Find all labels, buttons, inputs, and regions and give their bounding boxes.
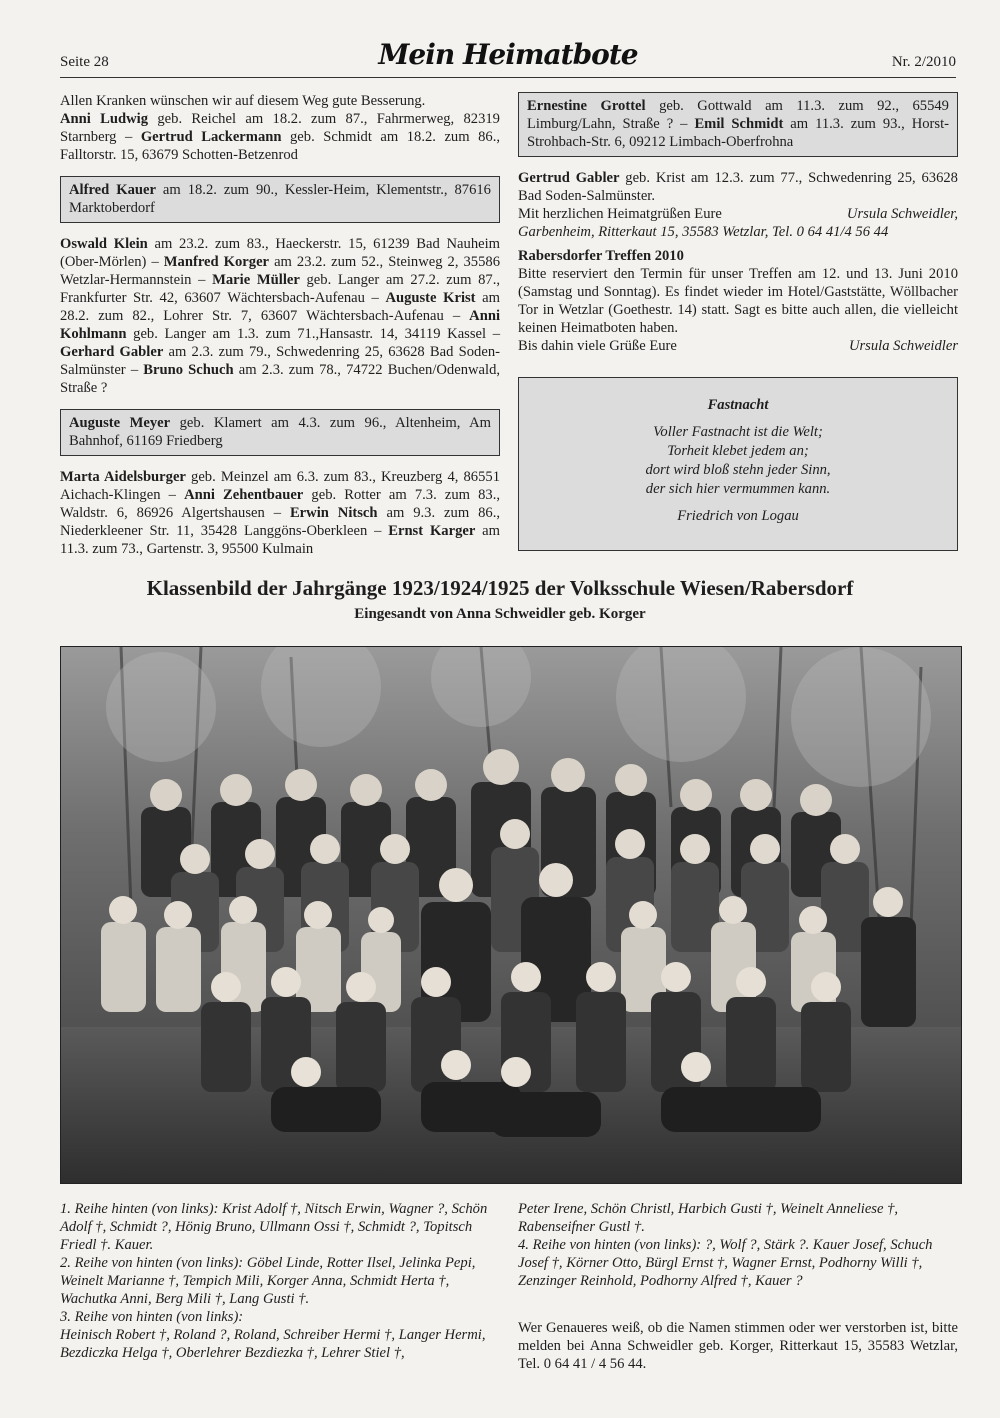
birthday-paragraph: Gertrud Gabler geb. Krist am 12.3. zum 77., Schwedenring 25, 63628 Bad Soden-Salmünster. xyxy=(518,170,958,204)
closing xyxy=(518,337,958,355)
page-number: Seite 28 xyxy=(60,54,109,70)
photo-title: Klassenbild der Jahrgänge 1923/1924/1925 der Volksschule Wiesen/Rabersdorf xyxy=(146,576,854,600)
person-name: Gertrud Lackermann xyxy=(140,129,282,145)
greeting-address: Garbenheim, Ritterkaut 15, 35583 Wetzlar, Tel. 0 64 41/4 56 44 xyxy=(518,224,889,240)
issue-number: Nr. 2/2010 xyxy=(891,54,956,70)
poem-box xyxy=(518,377,958,551)
person-name: Bruno Schuch xyxy=(143,362,234,378)
closing-text: Bis dahin viele Grüße Eure xyxy=(518,338,677,354)
person-name: Anni Ludwig xyxy=(60,111,149,127)
person-name: Manfred Korger xyxy=(163,254,270,270)
person-name: Oswald Klein xyxy=(60,236,148,252)
birthday-box xyxy=(518,92,958,157)
poem-line: dort wird bloß stehn jeder Sinn, xyxy=(645,462,831,478)
person-name: Anni Zehentbauer xyxy=(184,487,304,503)
birthday-paragraph: Marta Aidelsburger geb. Meinzel am 6.3. zum 83., Kreuzberg 4, 86551 Aichach-Klingen – Anni Zehentbauer geb. Rotter am 7.3. zum 83., Waldstr. 6, 86926 Algertshausen – Erwin Nitsch am 9.3. zum 86., Niederkleener Str. 11, 35428 Langgöns-Oberkleen – Ernst Karger am 11.3. zum 73., Gartenstr. 3, 95500 Kulmain xyxy=(60,469,501,557)
caption-row: Peter Irene, Schön Christl, Harbich Gusti †, Weinelt Anneliese †, Rabenseifner Gustl †. xyxy=(518,1201,899,1235)
poem-line: der sich hier vermummen kann. xyxy=(645,481,831,497)
birthday-paragraph: Oswald Klein am 23.2. zum 83., Haeckerstr. 15, 61239 Bad Nauheim (Ober-Mörlen) – Manfred Korger am 23.2. zum 52., Steinweg 2, 35586 Wetzlar-Hermannstein – Marie Müller geb. Langer am 27.2. zum 87., Frankfurter Str. 42, 63607 Wächtersbach-Aufenau – Auguste Krist am 28.2. zum 82., Lohrer Str. 7, 63607 Wächtersbach-Aufenau – Anni Kohlmann geb. Langer am 1.3. zum 71.,Hansastr. 14, 34119 Kassel – Gerhard Gabler am 2.3. zum 79., Schwedenring 25, 63628 Bad Soden-Salmünster – Bruno Schuch am 2.3. zum 78., 74722 Buchen/Odenwald, Straße ? xyxy=(60,236,501,396)
person-name: Emil Schmidt xyxy=(694,116,784,132)
poem-author: Friedrich von Logau xyxy=(677,508,799,524)
birthday-box xyxy=(60,176,500,223)
poem-title: Fastnacht xyxy=(707,397,769,413)
poem-line: Torheit klebet jedem an; xyxy=(667,443,809,459)
person-name: Auguste Krist xyxy=(385,290,476,306)
class-photo xyxy=(60,646,962,1184)
person-name: Anni Kohlmann xyxy=(60,308,500,342)
person-name: Ernestine Grottel xyxy=(527,98,646,114)
greeting-signature: Ursula Schweidler, xyxy=(846,206,958,222)
birthday-box xyxy=(60,409,500,456)
greeting-text: Mit herzlichen Heimatgrüßen Eure xyxy=(518,206,722,222)
contact-note: Wer Genaueres weiß, ob die Namen stimmen oder wer verstorben ist, bitte melden bei Anna Schweidler geb. Korger, Ritterkaut 15, 35583 Wetzlar, Tel. 0 64 41 / 4 56 44. xyxy=(518,1319,958,1372)
photo-subtitle: Eingesandt von Anna Schweidler geb. Korger xyxy=(354,606,646,622)
right-column xyxy=(518,92,958,551)
caption-row: 1. Reihe hinten (von links): Krist Adolf †, Nitsch Erwin, Wagner ?, Schön Adolf †, Schmidt ?, Hönig Bruno, Ullmann Ossi †, Schmidt ?, Topitsch Friedl †. Kauer. xyxy=(60,1201,488,1253)
birthday-box-text: Auguste Meyer geb. Klamert am 4.3. zum 96., Altenheim, Am Bahnhof, 61169 Friedberg xyxy=(69,415,491,449)
left-column xyxy=(60,92,500,558)
person-name: Ernst Karger xyxy=(388,523,476,539)
person-name: Marie Müller xyxy=(212,272,300,288)
caption-row: 2. Reihe von hinten (von links): Göbel Linde, Rotter Ilsel, Jelinka Pepi, Weinelt Marianne †, Tempich Mili, Korger Anna, Schmidt Herta †, Wachutka Anni, Berg Mili †, Lang Gusti †. xyxy=(60,1255,476,1307)
greeting xyxy=(518,205,958,223)
birthday-paragraph: Anni Ludwig geb. Reichel am 18.2. zum 87., Fahrmerweg, 82319 Starnberg – Gertrud Lackermann geb. Schmidt am 18.2. zum 86., Falltorstr. 15, 63679 Schotten-Betzenrod xyxy=(60,111,500,163)
caption-row: 3. Reihe von hinten (von links): xyxy=(60,1309,244,1325)
person-name: Gertrud Gabler xyxy=(518,170,620,186)
caption-row: 4. Reihe von hinten (von links): ?, Wolf ?, Stärk ?. Kauer Josef, Schuch Josef †, Körner Otto, Bürgl Ernst †, Wagner Ernst, Podhorny Willi †, Zenzinger Reinhold, Podhorny Alfred †, Kauer ? xyxy=(518,1237,933,1289)
treffen-title: Rabersdorfer Treffen 2010 xyxy=(518,248,684,264)
caption-right xyxy=(518,1200,958,1290)
person-name: Auguste Meyer xyxy=(69,415,171,431)
caption-left xyxy=(60,1200,500,1362)
treffen-text: Bitte reserviert den Termin für unser Treffen am 12. und 13. Juni 2010 (Samstag und Sonntag). Es findet wieder im Hotel/Gaststätte, Wöllbacher Tor in Wetzlar (Goethestr. 14) statt. Sagt es bitte auch allen, die vielleicht keinen Heimatboten haben. xyxy=(518,266,958,336)
birthday-box-text: Alfred Kauer am 18.2. zum 90., Kessler-Heim, Klementstr., 87616 Marktoberdorf xyxy=(69,182,491,216)
caption-row: Heinisch Robert †, Roland ?, Roland, Schreiber Hermi †, Langer Hermi, Bezdiczka Helga †, Oberlehrer Bezdiezka †, Lehrer Stiel †, xyxy=(60,1327,486,1361)
person-name: Erwin Nitsch xyxy=(289,505,378,521)
birthday-box-text: Ernestine Grottel geb. Gottwald am 11.3. zum 92., 65549 Limburg/Lahn, Straße ? – Emil Schmidt am 11.3. zum 93., Horst-Strohbach-Str. 6, 09212 Limbach-Oberfrohna xyxy=(527,98,949,150)
intro-text: Allen Kranken wünschen wir auf diesem Weg gute Besserung. xyxy=(60,93,426,109)
person-name: Gerhard Gabler xyxy=(60,344,164,360)
person-name: Alfred Kauer xyxy=(69,182,156,198)
header-rule xyxy=(60,77,956,78)
poem-line: Voller Fastnacht ist die Welt; xyxy=(653,424,823,440)
page-header xyxy=(60,38,956,76)
masthead-logo: Mein Heimatbote xyxy=(378,38,638,71)
person-name: Marta Aidelsburger xyxy=(60,469,186,485)
class-photo-image xyxy=(61,647,961,1183)
closing-signature: Ursula Schweidler xyxy=(848,338,958,354)
